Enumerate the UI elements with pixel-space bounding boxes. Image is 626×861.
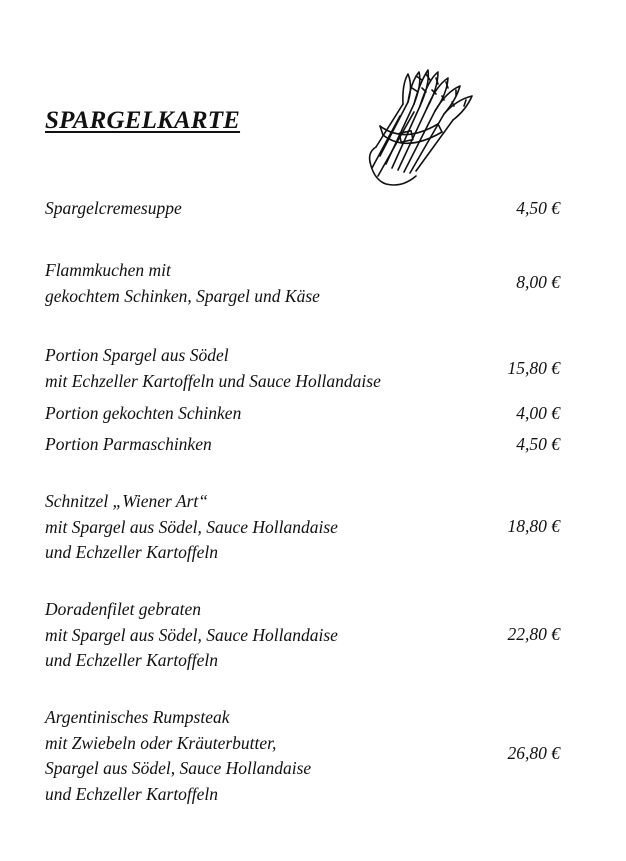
menu-item-description	[45, 597, 338, 674]
menu-item-line: Portion Spargel aus Södel	[45, 345, 229, 365]
menu-item-price: 18,80 €	[507, 516, 560, 536]
menu-item-price: 4,50 €	[516, 434, 560, 454]
menu-item-line: gekochtem Schinken, Spargel und Käse	[45, 285, 320, 306]
menu-item-line: und Echzeller Kartoffeln	[45, 783, 219, 804]
menu-item-line: Spargel aus Södel, Sauce Hollandaise	[45, 758, 312, 778]
menu-item-description	[45, 343, 381, 394]
menu-item-description	[45, 705, 311, 807]
menu-item-line: mit Spargel aus Södel, Sauce Hollandaise	[45, 516, 338, 537]
menu-item-line: Schnitzel „Wiener Art“	[45, 491, 209, 511]
menu-item-line: und Echzeller Kartoffeln	[45, 650, 219, 670]
menu-item-line: und Echzeller Kartoffeln	[45, 542, 219, 562]
menu-item-line: Portion gekochten Schinken	[45, 403, 242, 423]
menu-item-line: mit Zwiebeln oder Kräuterbutter,	[45, 732, 277, 753]
menu-item-line: Flammkuchen mit	[45, 260, 171, 280]
menu-item-price: 8,00 €	[516, 272, 560, 292]
menu-item-line: Portion Parmaschinken	[45, 434, 212, 454]
menu-item-description	[45, 401, 241, 427]
menu-item-line: Doradenfilet gebraten	[45, 599, 202, 619]
menu-item-price: 26,80 €	[507, 743, 560, 763]
menu-item-line: mit Spargel aus Södel, Sauce Hollandaise	[45, 624, 338, 645]
menu-item-price: 4,50 €	[516, 198, 560, 218]
menu-item-description	[45, 489, 338, 566]
menu-title: SPARGELKARTE	[45, 107, 241, 134]
menu-item-price: 4,00 €	[516, 403, 560, 423]
menu-item-line: Spargelcremesuppe	[45, 198, 182, 218]
menu-item-line: mit Echzeller Kartoffeln und Sauce Hollandaise	[45, 370, 381, 391]
menu-item-description	[45, 258, 320, 309]
asparagus-bundle-icon	[356, 52, 496, 192]
menu-item-price: 22,80 €	[507, 624, 560, 644]
menu-item-line: Argentinisches Rumpsteak	[45, 707, 230, 727]
menu-item-description	[45, 196, 182, 222]
menu-item-price: 15,80 €	[507, 358, 560, 378]
menu-item-description	[45, 432, 212, 458]
